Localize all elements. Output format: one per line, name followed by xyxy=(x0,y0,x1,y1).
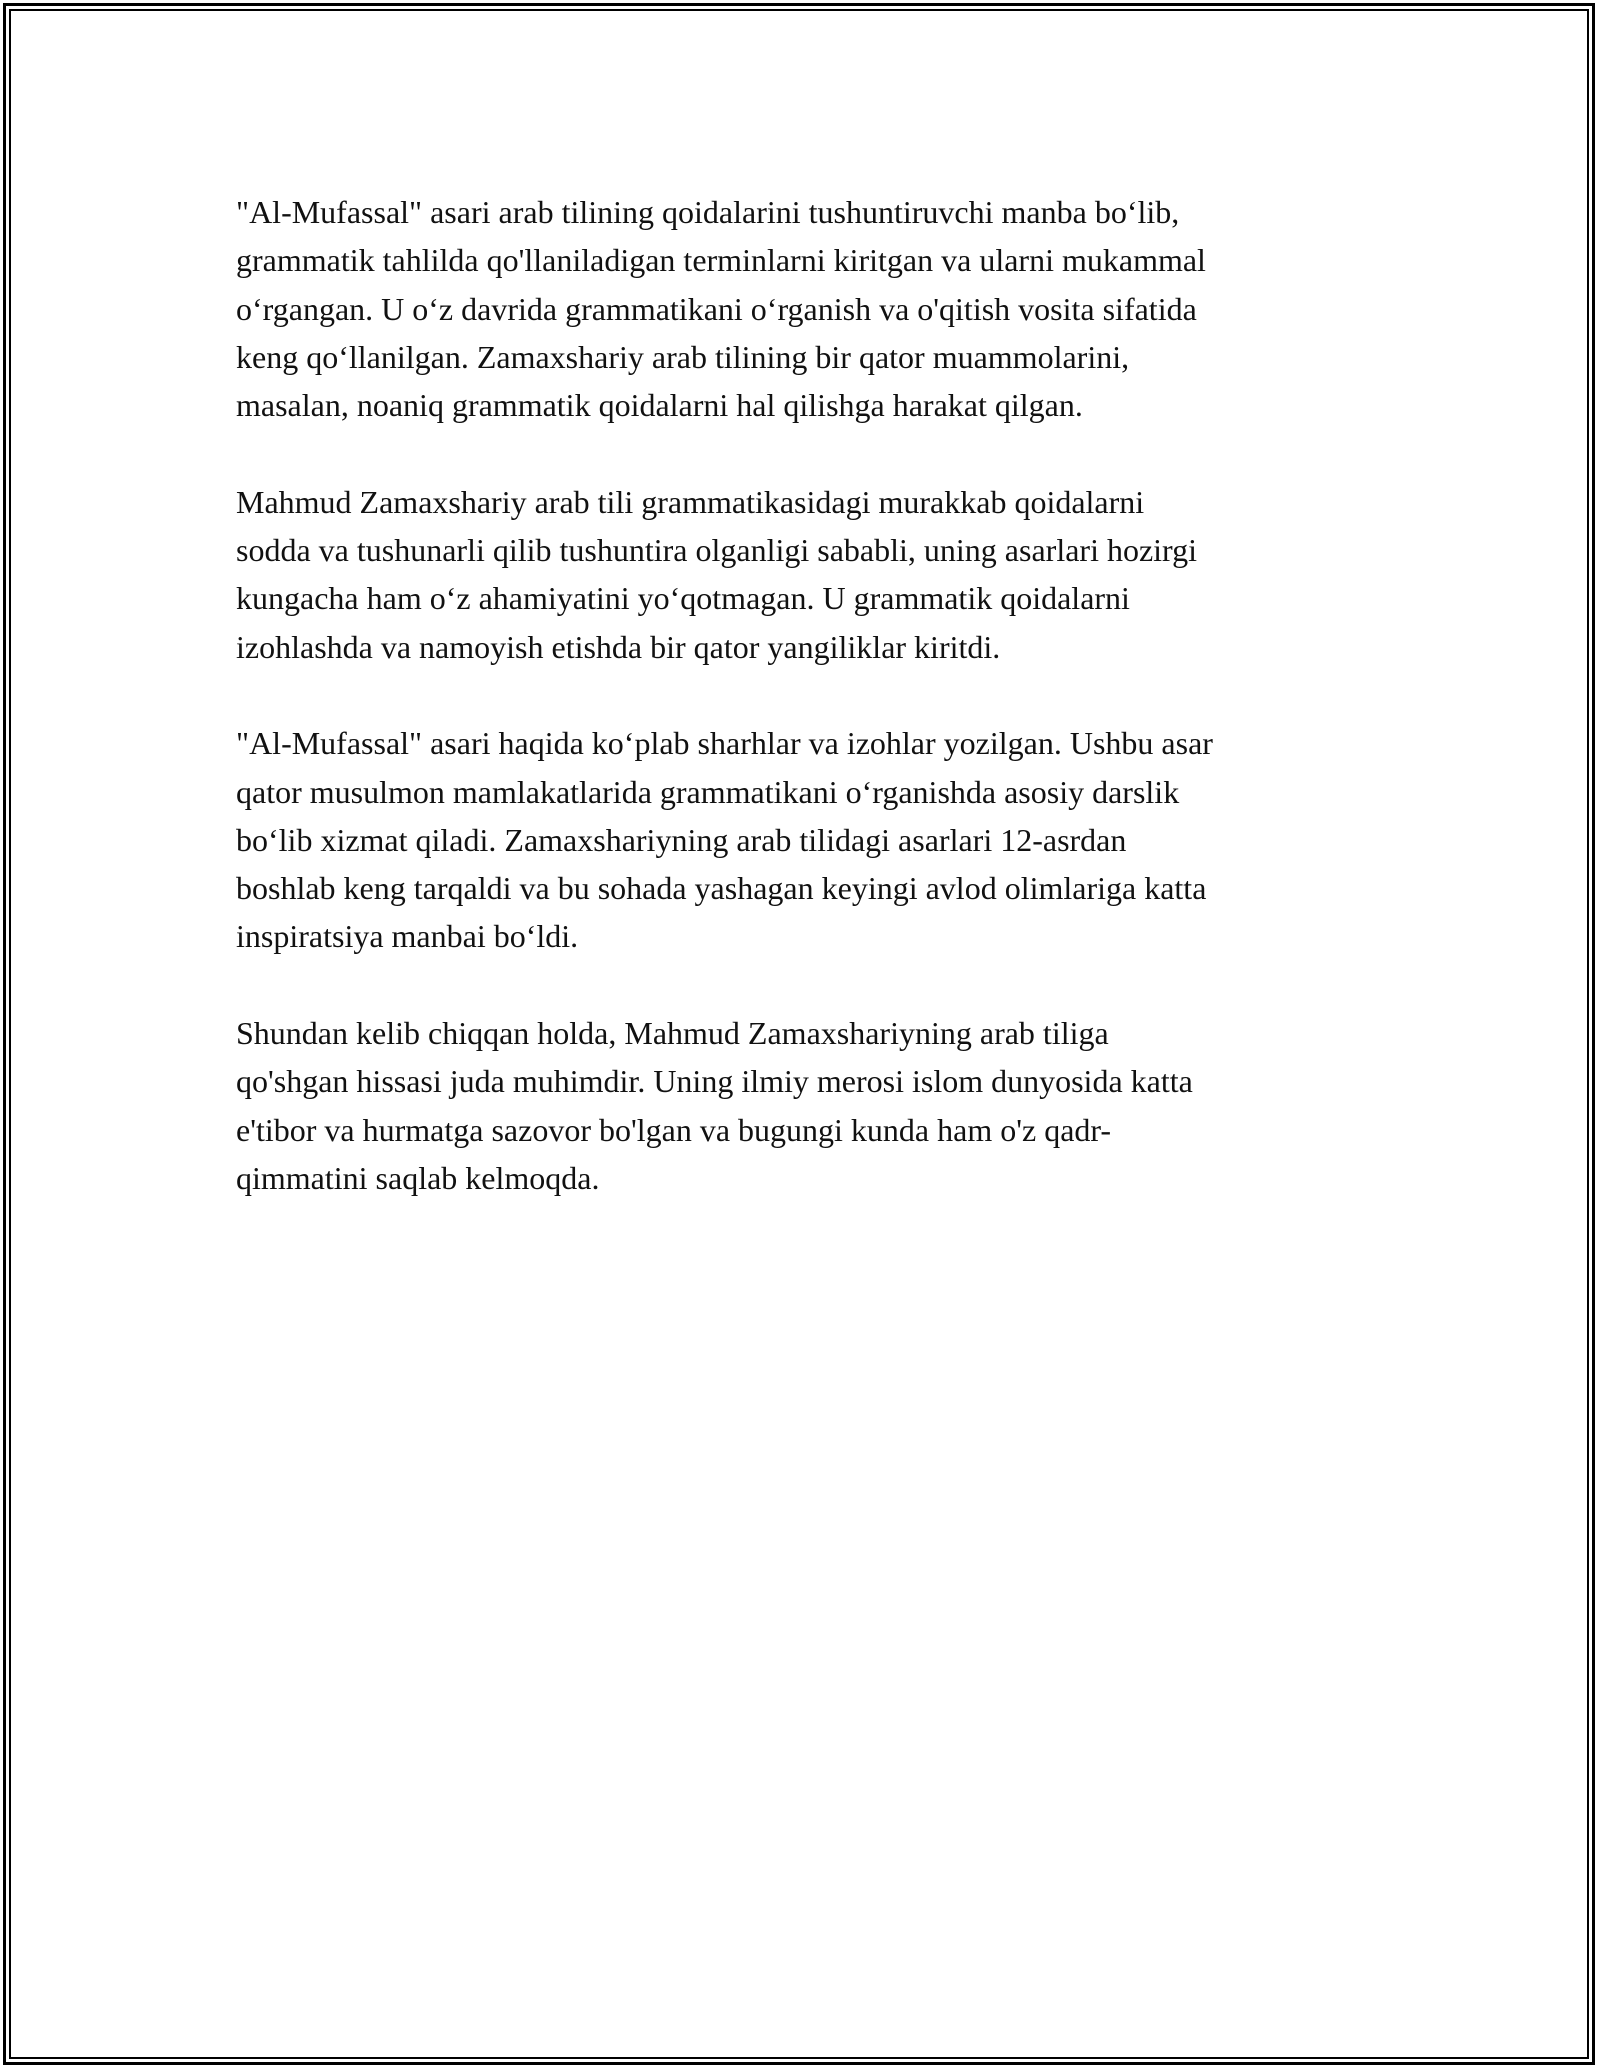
paragraph-1 xyxy=(236,188,1366,429)
paragraph-2 xyxy=(236,478,1366,671)
paragraph-3 xyxy=(236,719,1366,960)
paragraph-line: bo‘lib xizmat qiladi. Zamaxshariyning arab tilidagi asarlari 12-asrdan xyxy=(236,821,1127,858)
paragraph-line: Shundan kelib chiqqan holda, Mahmud Zamaxshariyning arab tiliga xyxy=(236,1015,1109,1052)
paragraph-line: Mahmud Zamaxshariy arab tili grammatikasidagi murakkab qoidalarni xyxy=(236,483,1145,520)
paragraph-line: qimmatini saqlab kelmoqda. xyxy=(236,1159,600,1196)
paragraph-line: o‘rgangan. U o‘z davrida grammatikani o‘rganish va o'qitish vosita sifatida xyxy=(236,290,1197,327)
paragraph-line: kungacha ham o‘z ahamiyatini yo‘qotmagan. U grammatik qoidalarni xyxy=(236,580,1130,617)
paragraph-line: "Al-Mufassal" asari arab tilining qoidalarini tushuntiruvchi manba bo‘lib, xyxy=(236,194,1180,230)
paragraph-line: qo'shgan hissasi juda muhimdir. Uning ilmiy merosi islom dunyosida katta xyxy=(236,1063,1193,1100)
paragraph-4 xyxy=(236,1009,1366,1202)
paragraph-line: keng qo‘llanilgan. Zamaxshariy arab tilining bir qator muammolarini, xyxy=(236,338,1130,375)
paragraph-line: inspiratsiya manbai bo‘ldi. xyxy=(236,918,579,955)
paragraph-line: masalan, noaniq grammatik qoidalarni hal qilishga harakat qilgan. xyxy=(236,387,1083,424)
paragraph-line: izohlashda va namoyish etishda bir qator yangiliklar kiritdi. xyxy=(236,628,1001,665)
paragraph-line: qator musulmon mamlakatlarida grammatikani o‘rganishda asosiy darslik xyxy=(236,773,1180,810)
paragraph-line: "Al-Mufassal" asari haqida ko‘plab sharhlar va izohlar yozilgan. Ushbu asar xyxy=(236,725,1213,762)
paragraph-line: e'tibor va hurmatga sazovor bo'lgan va bugungi kunda ham o'z qadr- xyxy=(236,1111,1112,1148)
document-body xyxy=(236,188,1366,1251)
paragraph-line: grammatik tahlilda qo'llaniladigan terminlarni kiritgan va ularni mukammal xyxy=(236,242,1206,279)
paragraph-line: boshlab keng tarqaldi va bu sohada yashagan keyingi avlod olimlariga katta xyxy=(236,870,1207,907)
paragraph-line: sodda va tushunarli qilib tushuntira olganligi sababli, uning asarlari hozirgi xyxy=(236,532,1198,569)
